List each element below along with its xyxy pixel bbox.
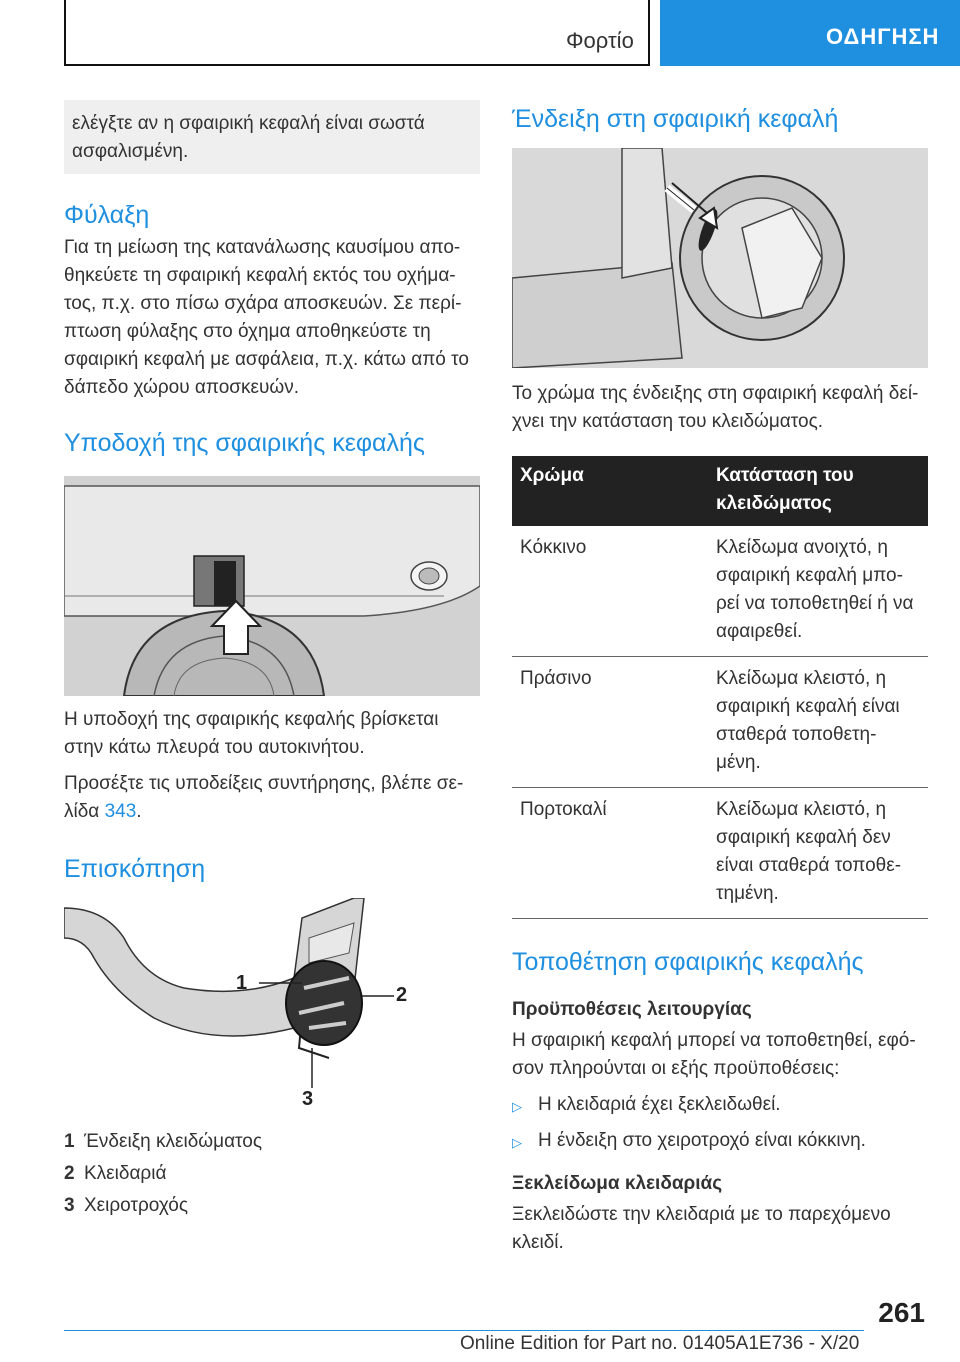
table-row — [512, 788, 928, 919]
legend-number: 2 — [64, 1163, 75, 1184]
socket-drawing — [64, 476, 480, 696]
chapter-tab[interactable] — [660, 0, 960, 66]
table-cell-color: Πράσινο — [512, 657, 708, 788]
section-title: Φορτίο — [566, 28, 634, 53]
table-cell-status: Κλείδωμα κλειστό, η σφαιρική κεφαλή δεν είναι σταθερά τοποθε- τημένη. — [708, 788, 928, 919]
legend-number: 3 — [64, 1195, 75, 1216]
indicator-heading: Ένδειξη στη σφαιρική κεφαλή — [512, 105, 839, 133]
header-rule-left — [64, 0, 66, 66]
overview-drawing — [64, 898, 480, 1118]
chapter-label: ΟΔΗΓΗΣΗ — [826, 24, 940, 49]
overview-heading: Επισκόπηση — [64, 855, 206, 883]
callout-2: 2 — [396, 984, 408, 1006]
prerequisites-text: Η σφαιρική κεφαλή μπορεί να τοποθετηθεί, εφό- σον πληρούνται οι εξής προϋποθέσεις: — [512, 1030, 916, 1079]
footer-rule — [64, 1330, 864, 1331]
socket-heading: Υποδοχή της σφαιρικής κεφαλής — [64, 429, 425, 457]
legend-label: Χειροτροχός — [84, 1195, 189, 1216]
note-box: ελέγξτε αν η σφαιρική κεφαλή είναι σωστά ασφαλισμένη. — [64, 100, 480, 174]
left-column — [64, 100, 480, 1222]
unlock-text: Ξεκλειδώστε την κλειδαριά με το παρεχόμενο κλειδί. — [512, 1204, 891, 1253]
indicator-illustration — [512, 148, 928, 368]
overview-illustration — [64, 898, 480, 1118]
table-row — [512, 657, 928, 788]
socket-maintenance-text — [64, 770, 480, 826]
table-cell-color: Κόκκινο — [512, 526, 708, 657]
legend-label: Ένδειξη κλειδώματος — [84, 1131, 263, 1152]
list-item — [512, 1127, 928, 1157]
table-cell-color: Πορτοκαλί — [512, 788, 708, 919]
mounting-heading: Τοποθέτηση σφαιρικής κεφαλής — [512, 948, 864, 976]
indicator-text: Το χρώμα της ένδειξης στη σφαιρική κεφαλή δεί- χνει την κατάσταση του κλειδώματος. — [512, 383, 919, 432]
table-header-row — [512, 456, 928, 526]
callout-3: 3 — [302, 1088, 314, 1110]
header-rule-bottom — [64, 64, 650, 66]
legend-item — [64, 1190, 480, 1222]
prerequisites-heading: Προϋποθέσεις λειτουργίας — [512, 999, 752, 1020]
page-number: 261 — [878, 1297, 925, 1328]
prerequisites-list — [512, 1091, 928, 1157]
table-row — [512, 526, 928, 657]
list-item — [512, 1091, 928, 1121]
unlock-heading: Ξεκλείδωμα κλειδαριάς — [512, 1173, 723, 1194]
socket-illustration — [64, 476, 480, 696]
triangle-bullet-icon: ▷ — [512, 1099, 522, 1114]
edition-text: Online Edition for Part no. 01405A1E736 - X/20 — [460, 1333, 860, 1354]
indicator-drawing — [512, 148, 928, 368]
list-item-text: Η ένδειξη στο χειροτροχό είναι κόκκινη. — [538, 1130, 866, 1151]
header-rule-mid — [648, 0, 650, 66]
callout-1: 1 — [236, 972, 248, 994]
socket-maintenance-suffix: . — [136, 801, 142, 822]
triangle-bullet-icon: ▷ — [512, 1135, 522, 1150]
legend-number: 1 — [64, 1131, 75, 1152]
right-column — [512, 100, 928, 1257]
page-link-343[interactable]: 343 — [104, 801, 137, 822]
table-cell-status: Κλείδωμα ανοιχτό, η σφαιρική κεφαλή μπο- ρεί να τοποθετηθεί ή να αφαιρεθεί. — [708, 526, 928, 657]
table-cell-status: Κλείδωμα κλειστό, η σφαιρική κεφαλή είναι σταθερά τοποθετη- μένη. — [708, 657, 928, 788]
indicator-table — [512, 456, 928, 919]
legend-item — [64, 1158, 480, 1190]
legend-item — [64, 1126, 480, 1158]
socket-location-text: Η υποδοχή της σφαιρικής κεφαλής βρίσκεται στην κάτω πλευρά του αυτοκινήτου. — [64, 709, 439, 758]
legend-label: Κλειδαριά — [84, 1163, 167, 1184]
socket-maintenance-prefix: Προσέξτε τις υποδείξεις συντήρησης, βλέπε σε- λίδα — [64, 773, 464, 822]
list-item-text: Η κλειδαριά έχει ξεκλειδωθεί. — [538, 1094, 781, 1115]
table-header-color: Χρώμα — [512, 456, 708, 526]
overview-legend — [64, 1126, 480, 1222]
table-header-status: Κατάσταση του κλειδώματος — [708, 456, 928, 526]
storage-heading: Φύλαξη — [64, 201, 150, 229]
storage-text: Για τη μείωση της κατανάλωσης καυσίμου απο- θηκεύετε τη σφαιρική κεφαλή εκτός του οχήμα- τος, π.χ. στο πίσω σχάρα αποσκευών. Σε περί- πτωση φύλαξης στο όχημα αποθηκεύστε τη σφαιρική κεφαλή με ασφάλεια, π.χ. κάτω από το δάπεδο χώρου αποσκευών. — [64, 237, 469, 398]
